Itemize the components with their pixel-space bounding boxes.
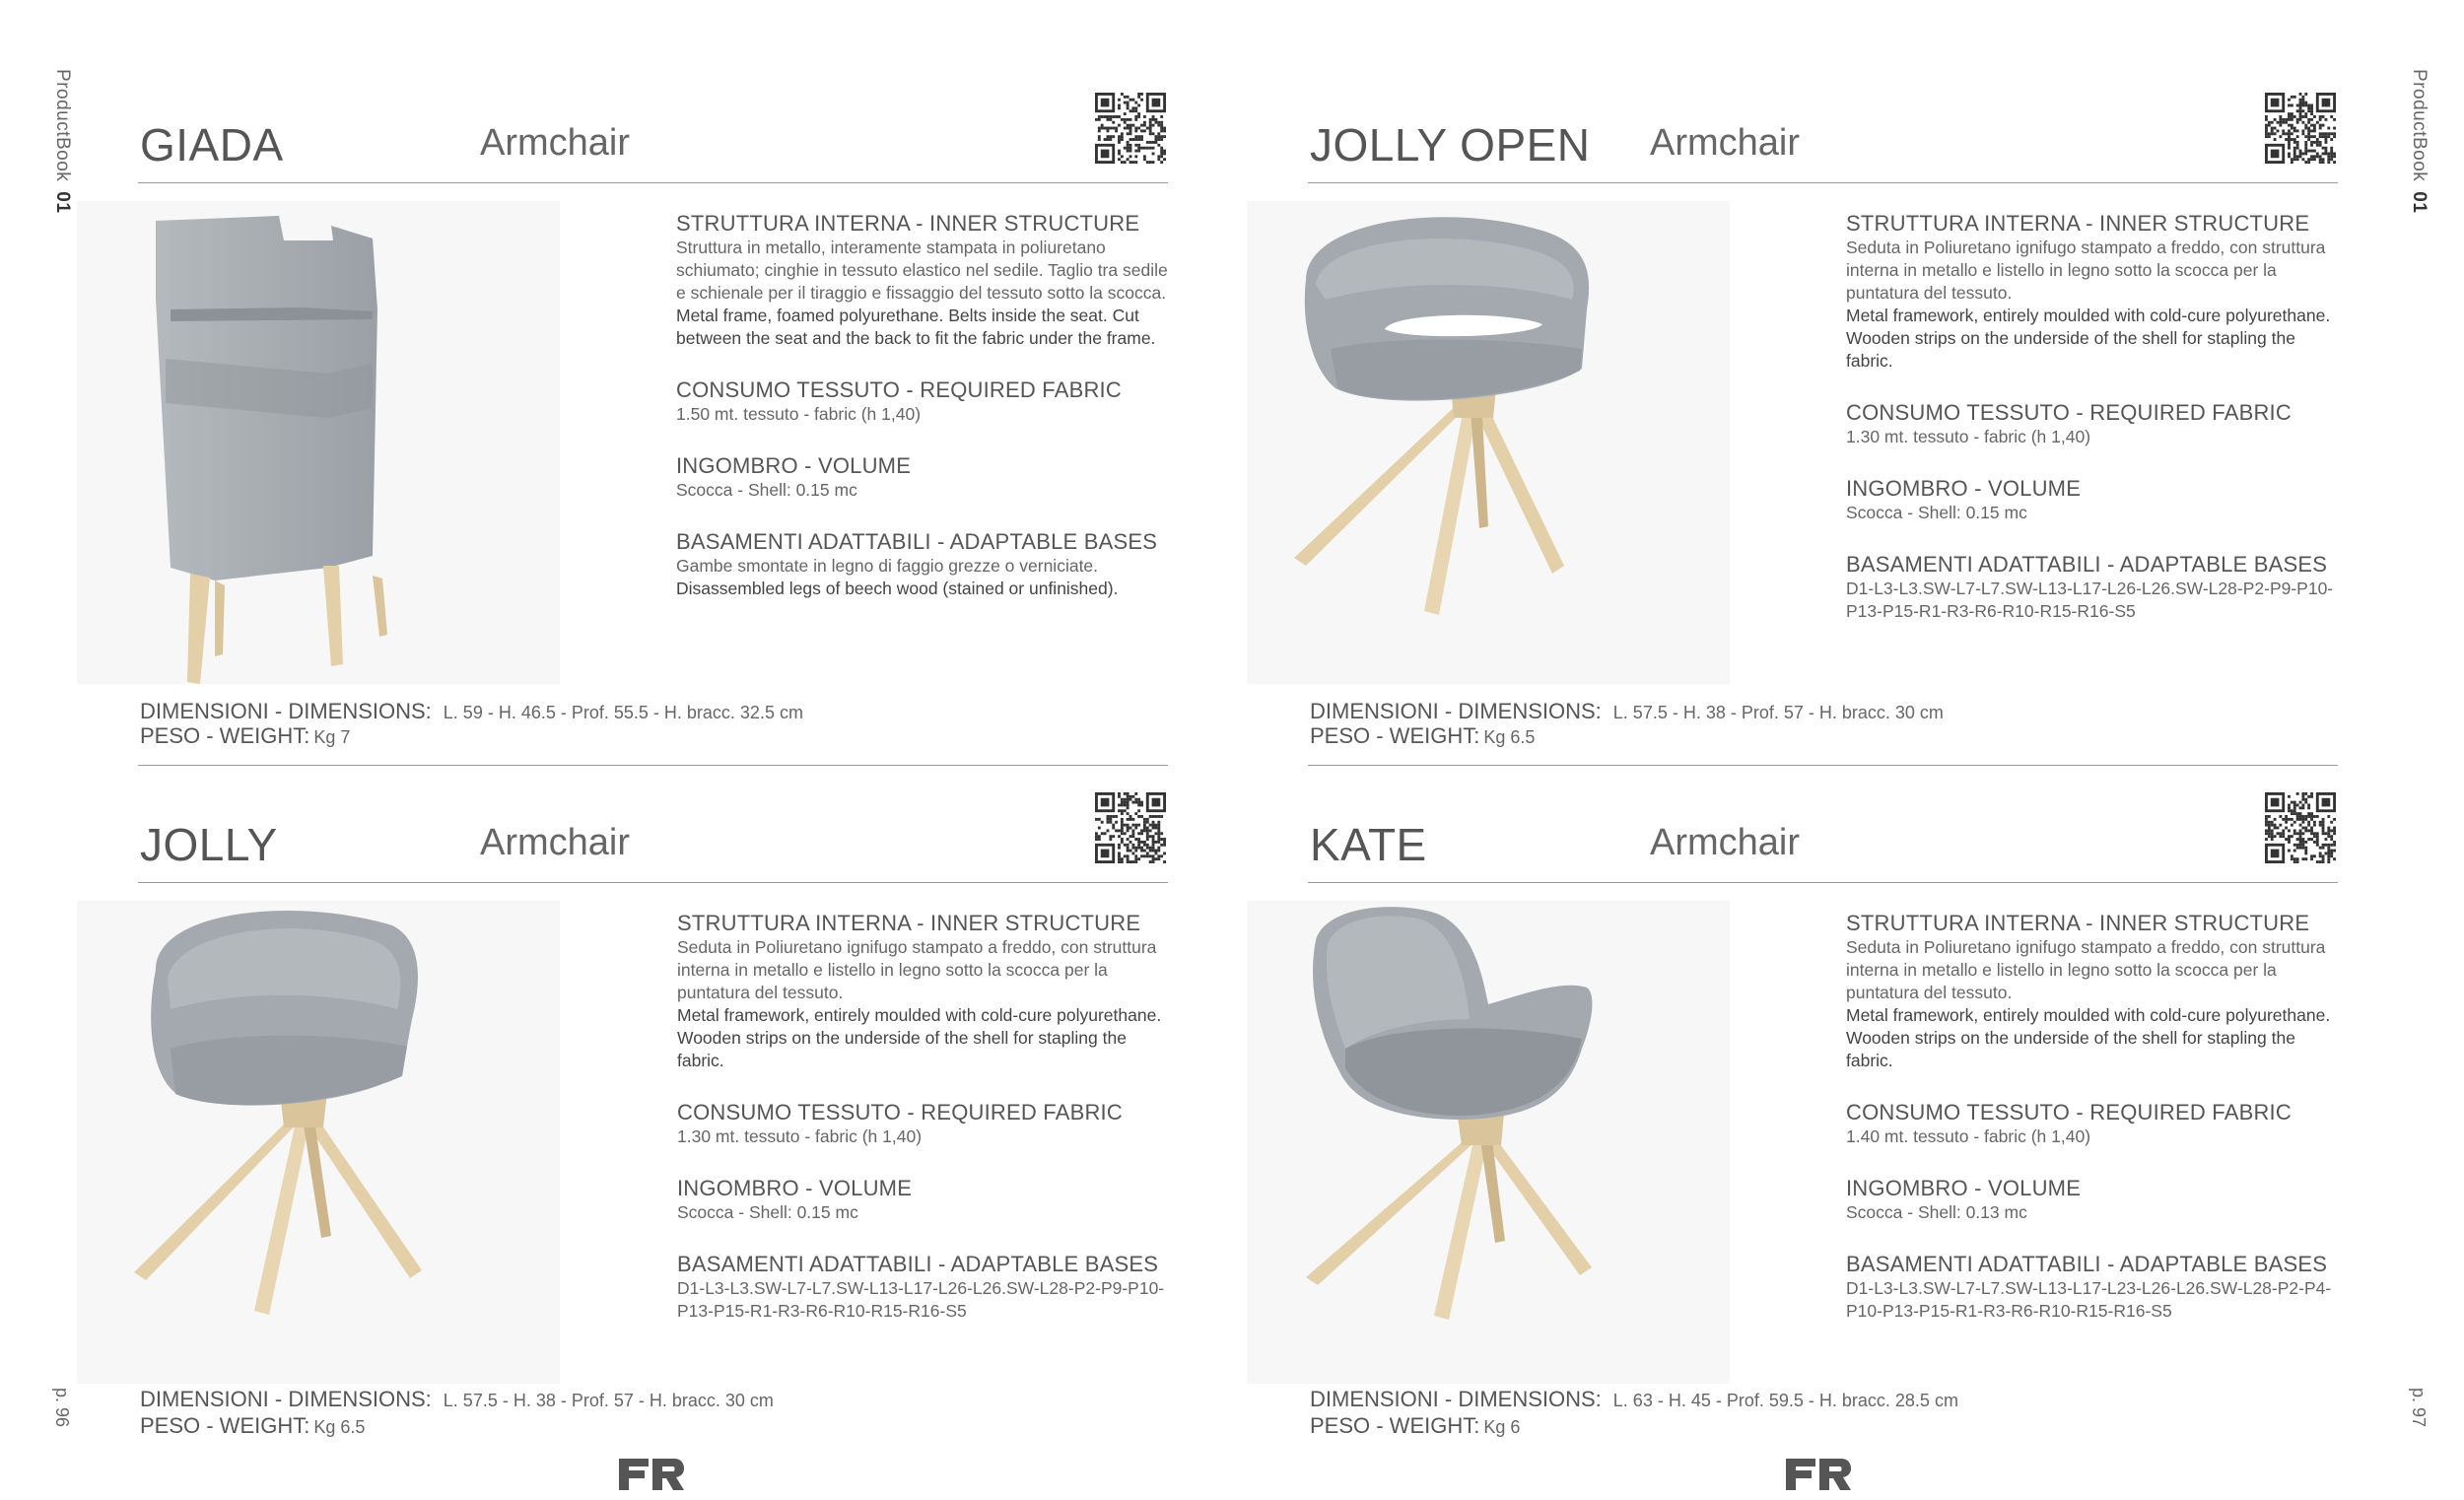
spec-text: 1.50 mt. tessuto - fabric (h 1,40) [676, 404, 922, 424]
product-photo [1247, 901, 1730, 1384]
section-divider-left [138, 765, 1168, 766]
dimensions-value: L. 57.5 - H. 38 - Prof. 57 - H. bracc. 30 cm [1612, 703, 1944, 722]
spec-title: CONSUMO TESSUTO - REQUIRED FABRIC [1846, 1100, 2292, 1125]
spec-text: D1-L3-L3.SW-L7-L7.SW-L13-L17-L26-L26.SW-L28-P2-P9-P10-P13-P15-R1-R3-R6-R10-R15-R16-S5 [1846, 579, 2334, 621]
weight-value: Kg 7 [313, 727, 351, 747]
spec-title: BASAMENTI ADATTABILI - ADAPTABLE BASES [676, 529, 1158, 554]
spec-text: D1-L3-L3.SW-L7-L7.SW-L13-L17-L23-L26-L26.SW-L28-P2-P4-P10-P13-P15-R1-R3-R6-R10-R15-R16-S5 [1846, 1278, 2332, 1321]
spec-structure [1846, 911, 2344, 1072]
weight-label: PESO - WEIGHT: [1310, 723, 1480, 748]
spec-list [1846, 911, 2344, 1350]
spec-text: 1.30 mt. tessuto - fabric (h 1,40) [1846, 427, 2091, 446]
product-name: GIADA [140, 119, 284, 170]
spec-list [1846, 211, 2344, 650]
spec-text: D1-L3-L3.SW-L7-L7.SW-L13-L17-L26-L26.SW-L28-P2-P9-P10-P13-P15-R1-R3-R6-R10-R15-R16-S5 [677, 1278, 1165, 1321]
spec-text-en: Disassembled legs of beech wood (stained or unfinished). [676, 579, 1119, 598]
product-name: JOLLY OPEN [1310, 119, 1591, 170]
spec-structure [676, 211, 1174, 350]
spec-volume [677, 1176, 1175, 1224]
dimensions-label: DIMENSIONI - DIMENSIONS: [140, 699, 432, 723]
dimensions-row [1310, 1386, 1958, 1414]
dimensions-label: DIMENSIONI - DIMENSIONS: [1310, 1387, 1602, 1411]
product-category: Armchair [1650, 122, 1801, 164]
spec-title: CONSUMO TESSUTO - REQUIRED FABRIC [677, 1100, 1123, 1125]
dimensions-value: L. 59 - H. 46.5 - Prof. 55.5 - H. bracc. 32.5 cm [443, 703, 803, 722]
product-photo [77, 201, 560, 684]
spec-text-it: Struttura in metallo, interamente stampata in poliuretano schiumato; cinghie in tessuto elastico nel sedile. Taglio tra sedile e schienale per il tiraggio e fissaggio del tessuto sotto la scocca. [676, 238, 1168, 303]
product-name: JOLLY [140, 819, 278, 870]
title-rule [1308, 182, 2338, 183]
weight-row [140, 723, 350, 749]
brand-logo-right [1786, 1459, 1851, 1490]
weight-value: Kg 6 [1483, 1417, 1521, 1437]
dimensions-label: DIMENSIONI - DIMENSIONS: [140, 1387, 432, 1411]
spec-title: STRUTTURA INTERNA - INNER STRUCTURE [1846, 211, 2310, 236]
spec-fabric [677, 1100, 1175, 1148]
spec-volume [1846, 476, 2344, 524]
spec-structure [1846, 211, 2344, 373]
side-label-number: 01 [2409, 191, 2430, 214]
qr-code-icon[interactable] [1095, 792, 1166, 863]
spec-fabric [676, 377, 1174, 426]
spec-bases [676, 529, 1174, 600]
weight-value: Kg 6.5 [1483, 727, 1536, 747]
section-divider-right [1308, 765, 2338, 766]
spec-text: Scocca - Shell: 0.15 mc [1846, 503, 2027, 522]
qr-code-icon[interactable] [2265, 93, 2336, 164]
spec-title: BASAMENTI ADATTABILI - ADAPTABLE BASES [677, 1252, 1159, 1276]
weight-row [1310, 1413, 1520, 1439]
side-label-right [2408, 69, 2430, 213]
spec-bases [677, 1252, 1175, 1323]
qr-code-icon[interactable] [2265, 792, 2336, 863]
spec-volume [1846, 1176, 2344, 1224]
side-label-text: ProductBook [52, 69, 73, 182]
spec-structure [677, 911, 1175, 1072]
dimensions-row [140, 1386, 774, 1414]
spec-text: Scocca - Shell: 0.13 mc [1846, 1202, 2027, 1222]
dimensions-row [140, 698, 803, 726]
spec-text-en: Metal framework, entirely moulded with cold-cure polyurethane. Wooden strips on the underside of the shell for stapling the fabric. [1846, 1005, 2331, 1070]
page-number-left: p. 96 [52, 1388, 72, 1428]
spec-text-en: Metal frame, foamed polyurethane. Belts inside the seat. Cut between the seat and the back to fit the fabric under the frame. [676, 306, 1156, 348]
side-label-left [51, 69, 73, 213]
title-rule [138, 882, 1168, 883]
product-card-jolly [138, 771, 1168, 1461]
weight-row [140, 1413, 365, 1439]
spec-title: STRUTTURA INTERNA - INNER STRUCTURE [676, 211, 1140, 236]
spec-title: STRUTTURA INTERNA - INNER STRUCTURE [1846, 911, 2310, 935]
spec-title: INGOMBRO - VOLUME [677, 1176, 913, 1200]
spec-text: 1.40 mt. tessuto - fabric (h 1,40) [1846, 1126, 2091, 1146]
weight-label: PESO - WEIGHT: [140, 1413, 310, 1438]
spec-text-it: Seduta in Poliuretano ignifugo stampato a freddo, con struttura interna in metallo e listello in legno sotto la scocca per la puntatura del tessuto. [677, 937, 1157, 1002]
title-rule [138, 182, 1168, 183]
product-card-kate [1308, 771, 2338, 1461]
spec-title: STRUTTURA INTERNA - INNER STRUCTURE [677, 911, 1141, 935]
dimensions-label: DIMENSIONI - DIMENSIONS: [1310, 699, 1602, 723]
spec-title: CONSUMO TESSUTO - REQUIRED FABRIC [676, 377, 1122, 402]
weight-label: PESO - WEIGHT: [1310, 1413, 1480, 1438]
spec-text-it: Gambe smontate in legno di faggio grezze o verniciate. [676, 556, 1099, 576]
brand-logo-left [619, 1459, 684, 1490]
weight-row [1310, 723, 1535, 749]
product-name: KATE [1310, 819, 1427, 870]
dimensions-row [1310, 698, 1944, 726]
product-card-giada [138, 71, 1168, 761]
spec-list [676, 211, 1174, 628]
spec-text: Scocca - Shell: 0.15 mc [677, 1202, 858, 1222]
spec-list [677, 911, 1175, 1350]
spec-text-it: Seduta in Poliuretano ignifugo stampato a freddo, con struttura interna in metallo e listello in legno sotto la scocca per la puntatura del tessuto. [1846, 937, 2326, 1002]
product-photo [1247, 201, 1730, 684]
weight-label: PESO - WEIGHT: [140, 723, 310, 748]
product-category: Armchair [480, 822, 631, 863]
spec-title: INGOMBRO - VOLUME [676, 453, 912, 478]
page-number-right: p. 97 [2409, 1388, 2429, 1428]
spec-title: CONSUMO TESSUTO - REQUIRED FABRIC [1846, 400, 2292, 425]
spec-text: Scocca - Shell: 0.15 mc [676, 480, 857, 500]
dimensions-value: L. 63 - H. 45 - Prof. 59.5 - H. bracc. 28.5 cm [1612, 1391, 1958, 1410]
product-card-jolly-open [1308, 71, 2338, 761]
spec-volume [676, 453, 1174, 502]
spec-bases [1846, 1252, 2344, 1323]
spec-bases [1846, 552, 2344, 623]
spec-text-it: Seduta in Poliuretano ignifugo stampato a freddo, con struttura interna in metallo e listello in legno sotto la scocca per la puntatura del tessuto. [1846, 238, 2326, 303]
spec-text-en: Metal framework, entirely moulded with cold-cure polyurethane. Wooden strips on the underside of the shell for stapling the fabric. [677, 1005, 1162, 1070]
title-rule [1308, 882, 2338, 883]
spec-title: BASAMENTI ADATTABILI - ADAPTABLE BASES [1846, 552, 2328, 577]
spec-title: BASAMENTI ADATTABILI - ADAPTABLE BASES [1846, 1252, 2328, 1276]
product-category: Armchair [1650, 822, 1801, 863]
dimensions-value: L. 57.5 - H. 38 - Prof. 57 - H. bracc. 30 cm [443, 1391, 774, 1410]
product-photo [77, 901, 560, 1384]
product-category: Armchair [480, 122, 631, 164]
weight-value: Kg 6.5 [313, 1417, 366, 1437]
spec-fabric [1846, 400, 2344, 448]
spec-title: INGOMBRO - VOLUME [1846, 1176, 2082, 1200]
spec-text: 1.30 mt. tessuto - fabric (h 1,40) [677, 1126, 923, 1146]
spec-fabric [1846, 1100, 2344, 1148]
side-label-number: 01 [52, 191, 73, 214]
side-label-text: ProductBook [2409, 69, 2430, 182]
spec-text-en: Metal framework, entirely moulded with cold-cure polyurethane. Wooden strips on the underside of the shell for stapling the fabric. [1846, 306, 2331, 371]
spec-title: INGOMBRO - VOLUME [1846, 476, 2082, 501]
qr-code-icon[interactable] [1095, 93, 1166, 164]
